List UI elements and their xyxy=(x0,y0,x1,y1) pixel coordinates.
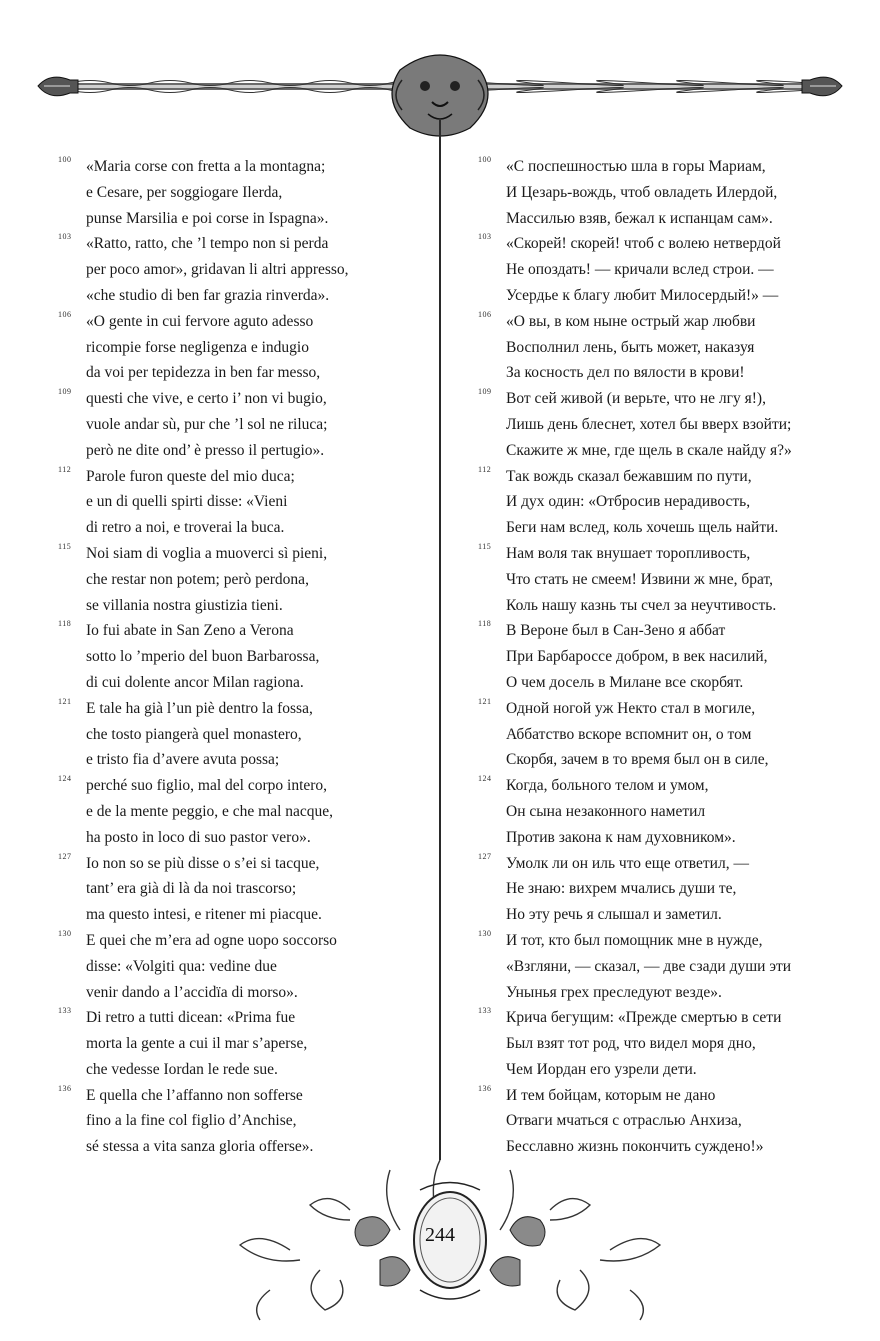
tercet xyxy=(478,231,868,308)
verse-line: И тот, кто был помощник мне в нужде, xyxy=(506,931,763,949)
tercet xyxy=(478,696,868,773)
verse-line: Вот сей живой (и верьте, что не лгу я!), xyxy=(506,390,766,408)
verse-line: vuole andar sù, pur che ’l sol ne riluca; xyxy=(86,415,328,433)
tercet xyxy=(58,1005,448,1082)
verse-line: И тем бойцам, которым не дано xyxy=(506,1086,716,1104)
tercet xyxy=(478,541,868,618)
right-finial-icon xyxy=(802,77,842,96)
verse-line: però ne dite ond’ è presso il pertugio». xyxy=(86,441,325,459)
tercet xyxy=(478,154,868,231)
tercet xyxy=(58,773,448,850)
tercet xyxy=(58,309,448,386)
verse-number: 115 xyxy=(478,541,492,551)
verse-line: che restar non potem; però perdona, xyxy=(86,570,309,588)
verse-line: e Cesare, per soggiogare Ilerda, xyxy=(86,183,283,201)
verse-line: Нам воля так внушает торопливость, xyxy=(506,544,751,562)
italian-text-column xyxy=(58,154,448,1160)
verse-line: ha posto in loco di suo pastor vero». xyxy=(86,828,311,846)
verse-line: И дух один: «Отбросив нерадивость, xyxy=(506,493,751,511)
verse-line: per poco amor», gridavan li altri appresso, xyxy=(86,261,349,279)
tercet xyxy=(58,1083,448,1160)
verse-line: Parole furon queste del mio duca; xyxy=(86,467,295,485)
verse-line: E quei che m’era ad ogne uopo soccorso xyxy=(86,931,337,949)
verse-line: Усердье к благу любит Милосердый!» — xyxy=(506,286,779,304)
verse-line: ma questo intesi, e ritener mi piacque. xyxy=(86,906,322,924)
verse-number: 133 xyxy=(478,1006,492,1016)
tercet xyxy=(58,696,448,773)
verse-line: О чем досель в Милане все скорбят. xyxy=(506,673,744,691)
verse-line: perché suo figlio, mal del corpo intero, xyxy=(86,777,328,795)
verse-line: «Ratto, ratto, che ’l tempo non si perda xyxy=(86,235,329,253)
verse-number: 100 xyxy=(478,155,492,164)
verse-line: «О вы, в ком ныне острый жар любви xyxy=(506,312,756,330)
verse-line: punse Marsilia e poi corse in Ispagna». xyxy=(86,209,329,227)
verse-line: Он сына незаконного наметил xyxy=(506,802,706,820)
verse-line: disse: «Volgiti qua: vedine due xyxy=(86,957,277,975)
verse-line: Отваги мчаться с отраслью Анхиза, xyxy=(506,1112,742,1130)
verse-number: 112 xyxy=(58,464,72,474)
verse-line: questi che vive, e certo i’ non vi bugio, xyxy=(86,390,327,408)
verse-line: Крича бегущим: «Прежде смертью в сети xyxy=(506,1009,782,1027)
verse-line: «Maria corse con fretta a la montagna; xyxy=(86,158,326,175)
verse-line: morta la gente a cui il mar s’aperse, xyxy=(86,1035,308,1053)
tercet xyxy=(478,1083,868,1160)
verse-line: E tale ha già l’un piè dentro la fossa, xyxy=(86,699,313,717)
verse-line: «O gente in cui fervore aguto adesso xyxy=(86,312,314,330)
tercet xyxy=(58,851,448,928)
verse-line: da voi per tepidezza in ben far messo, xyxy=(86,364,321,382)
verse-number: 109 xyxy=(478,387,492,397)
verse-number: 136 xyxy=(478,1083,492,1093)
tercet xyxy=(58,154,448,231)
tercet xyxy=(58,541,448,618)
tercet xyxy=(478,773,868,850)
verse-line: se villania nostra giustizia tieni. xyxy=(86,596,283,614)
verse-number: 106 xyxy=(478,309,492,319)
verse-line: «Скорей! скорей! чтоб с волею нетвердой xyxy=(506,235,781,253)
verse-line: Восполнил лень, быть может, наказуя xyxy=(506,338,755,356)
verse-number: 109 xyxy=(58,387,72,397)
tercet xyxy=(478,386,868,463)
tercet xyxy=(478,618,868,695)
verse-number: 103 xyxy=(478,232,492,242)
tercet xyxy=(478,928,868,1005)
verse-number: 118 xyxy=(58,619,72,629)
verse-line: sotto lo ’mperio del buon Barbarossa, xyxy=(86,648,320,666)
verse-number: 121 xyxy=(58,696,72,706)
verse-line: ricompie forse negligenza e indugio xyxy=(86,338,309,356)
verse-line: Noi siam di voglia a muoverci sì pieni, xyxy=(86,544,328,562)
verse-line: Унынья грех преследуют везде». xyxy=(506,983,722,1001)
verse-line: «С поспешностью шла в горы Мариам, xyxy=(506,158,766,175)
verse-number: 124 xyxy=(478,774,492,784)
verse-line: Одной ногой уж Некто стал в могиле, xyxy=(506,699,756,717)
verse-line: Аббатство вскоре вспомнит он, о том xyxy=(506,725,752,743)
verse-line: e tristo fia d’avere avuta possa; xyxy=(86,751,280,769)
verse-number: 118 xyxy=(478,619,492,629)
verse-number: 103 xyxy=(58,232,72,242)
verse-line: Коль нашу казнь ты счел за неучтивость. xyxy=(506,596,777,614)
verse-line: che vedesse Iordan le rede sue. xyxy=(86,1060,278,1078)
verse-line: Чем Иордан его узрели дети. xyxy=(506,1060,697,1078)
verse-line: Лишь день блеснет, хотел бы вверх взойти; xyxy=(506,415,792,433)
verse-line: sé stessa a vita sanza gloria offerse». xyxy=(86,1138,314,1156)
verse-line: В Вероне был в Сан-Зено я аббат xyxy=(506,622,726,640)
verse-line: Массилью взяв, бежал к испанцам сам». xyxy=(506,209,773,227)
verse-line: fino a la fine col figlio d’Anchise, xyxy=(86,1112,297,1130)
verse-line: che tosto piangerà quel monastero, xyxy=(86,725,302,743)
verse-number: 127 xyxy=(478,851,492,861)
verse-line: Di retro a tutti dicean: «Prima fue xyxy=(86,1009,296,1027)
verse-number: 136 xyxy=(58,1083,72,1093)
tercet xyxy=(58,928,448,1005)
verse-line: di cui dolente ancor Milan ragiona. xyxy=(86,673,304,691)
verse-line: «Взгляни, — сказал, — две сзади души эти xyxy=(506,957,792,975)
tercet xyxy=(478,851,868,928)
verse-line: Но эту речь я слышал и заметил. xyxy=(506,906,722,924)
tercet xyxy=(478,309,868,386)
verse-line: Так вождь сказал бежавшим по пути, xyxy=(506,467,752,485)
verse-line: При Барбароссе добром, в век насилий, xyxy=(506,648,768,666)
verse-number: 100 xyxy=(58,155,72,164)
verse-line: Умолк ли он иль что еще ответил, — xyxy=(506,854,749,872)
tercet xyxy=(58,386,448,463)
verse-line: Был взят тот род, что видел моря дно, xyxy=(506,1035,756,1053)
verse-number: 115 xyxy=(58,541,72,551)
verse-number: 124 xyxy=(58,774,72,784)
verse-line: di retro a noi, e troverai la buca. xyxy=(86,519,285,537)
verse-number: 133 xyxy=(58,1006,72,1016)
verse-line: tant’ era già di là da noi trascorso; xyxy=(86,880,297,898)
tercet xyxy=(478,464,868,541)
page-number: 244 xyxy=(425,1224,455,1246)
verse-number: 121 xyxy=(478,696,492,706)
verse-line: Когда, больного телом и умом, xyxy=(506,777,709,795)
verse-number: 130 xyxy=(58,928,72,938)
russian-text-column xyxy=(478,154,868,1160)
verse-number: 112 xyxy=(478,464,492,474)
verse-line: e un di quelli spirti disse: «Vieni xyxy=(86,493,288,511)
left-finial-icon xyxy=(38,77,78,96)
verse-line: E quella che l’affanno non sofferse xyxy=(86,1086,303,1104)
verse-line: Что стать не смеем! Извини ж мне, брат, xyxy=(506,570,773,588)
verse-line: venir dando a l’accidïa di morso». xyxy=(86,983,298,1001)
verse-line: e de la mente peggio, e che mal nacque, xyxy=(86,802,334,820)
verse-line: «che studio di ben far grazia rinverda». xyxy=(86,286,330,304)
verse-line: Скорбя, зачем в то время был он в силе, xyxy=(506,751,769,769)
verse-line: Не опоздать! — кричали вслед строи. — xyxy=(506,261,774,279)
tercet xyxy=(478,1005,868,1082)
verse-line: Скажите ж мне, где щель в скале найду я?» xyxy=(506,441,792,459)
verse-line: Против закона к нам духовником». xyxy=(506,828,736,846)
verse-line: Беги нам вслед, коль хочешь щель найти. xyxy=(506,519,779,537)
verse-line: За косность дел по вялости в крови! xyxy=(506,364,745,382)
verse-number: 106 xyxy=(58,309,72,319)
verse-line: Бесславно жизнь покончить суждено!» xyxy=(506,1138,764,1156)
tercet xyxy=(58,231,448,308)
tercet xyxy=(58,618,448,695)
verse-line: Io fui abate in San Zeno a Verona xyxy=(86,622,294,640)
verse-line: Не знаю: вихрем мчались души те, xyxy=(506,880,737,898)
verse-line: И Цезарь-вождь, чтоб овладеть Илердой, xyxy=(506,183,778,201)
tercet xyxy=(58,464,448,541)
verse-number: 130 xyxy=(478,928,492,938)
verse-number: 127 xyxy=(58,851,72,861)
verse-line: Io non so se più disse o s’ei si tacque, xyxy=(86,854,320,872)
